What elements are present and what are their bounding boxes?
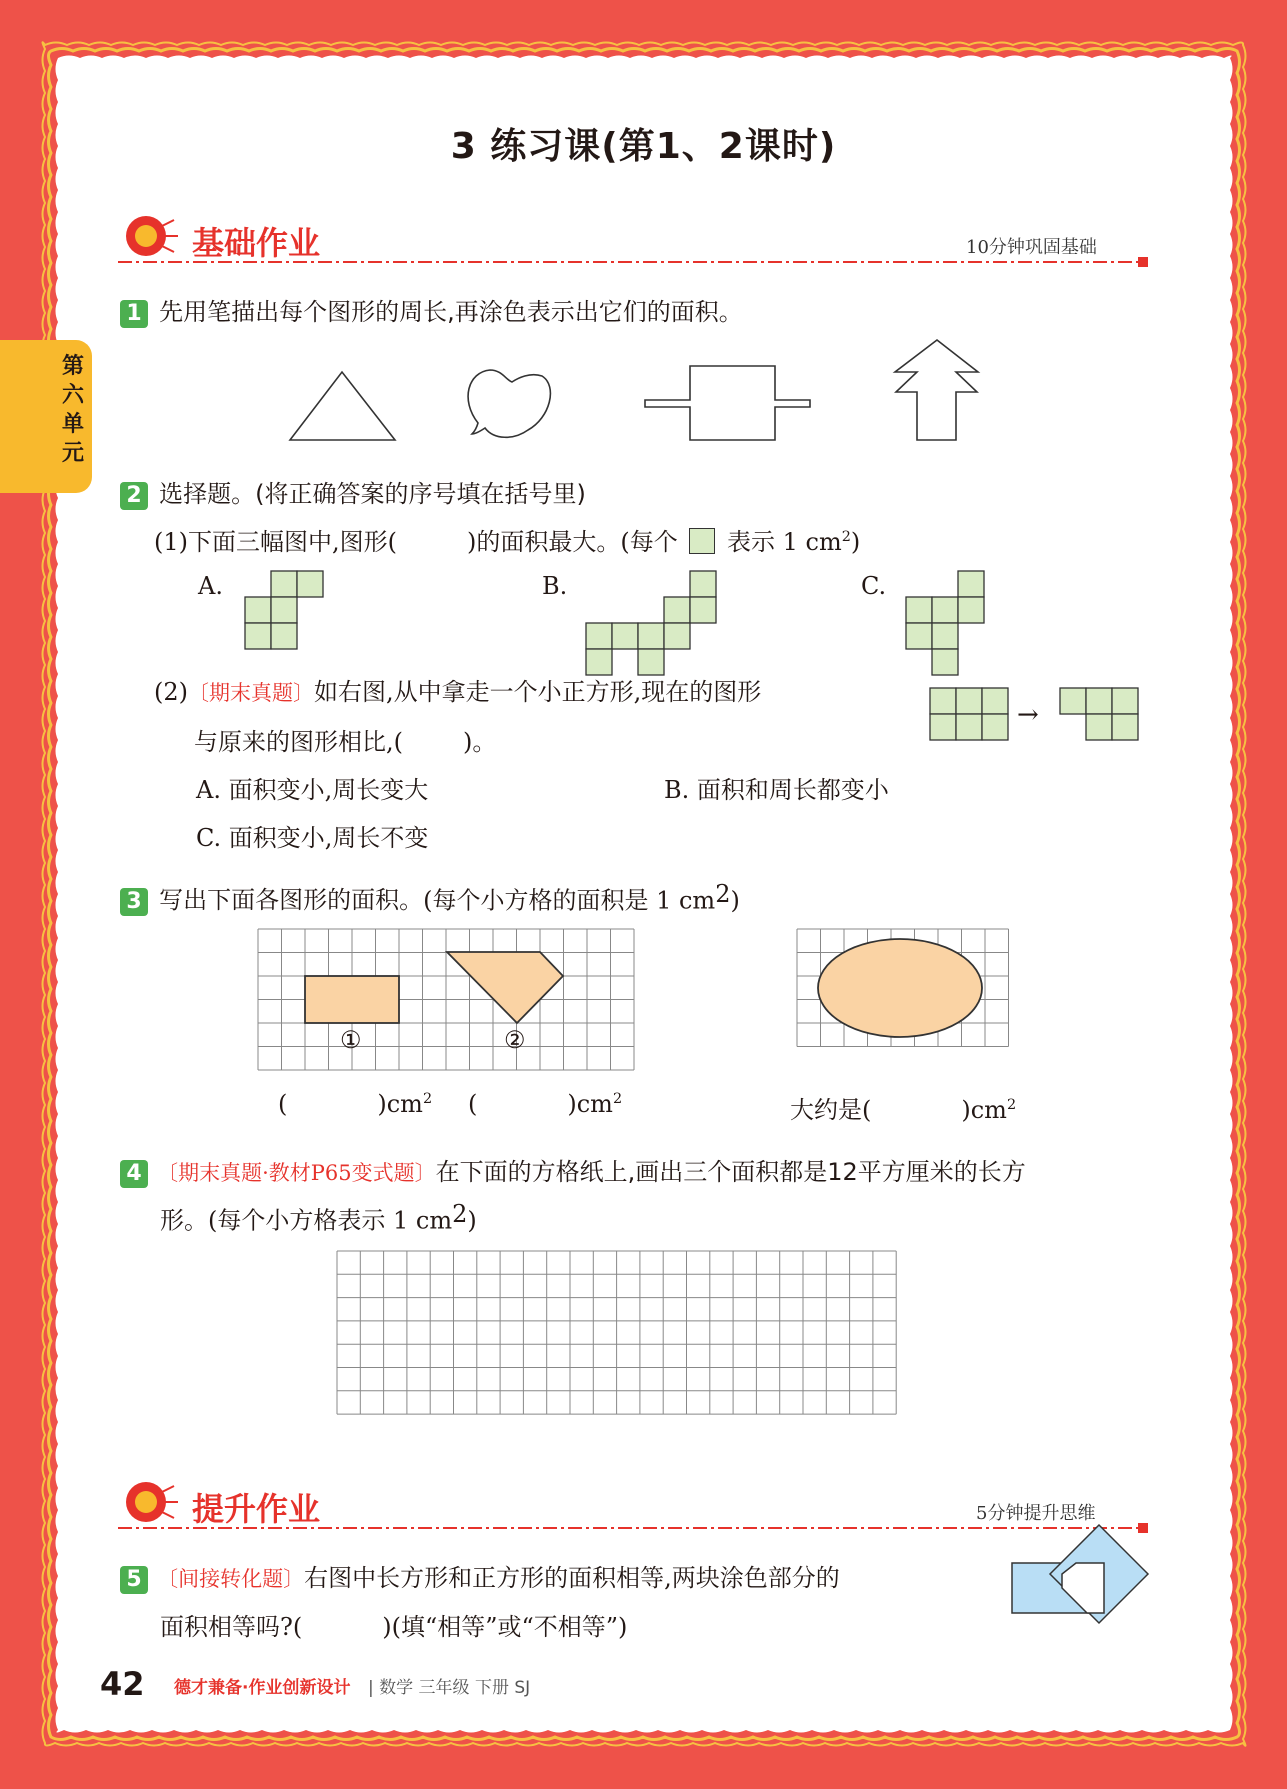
q2-part1-before: (1)下面三幅图中,图形( — [154, 528, 397, 556]
q2-part2-prefix: (2) — [154, 678, 188, 706]
option-c-label: C. — [861, 572, 887, 600]
answer-2-sup: 2 — [612, 1091, 623, 1107]
arrow-icon: → — [1017, 700, 1039, 730]
grid-lines — [337, 1251, 896, 1414]
footer-brand: 德才兼备·作业创新设计 — [174, 1678, 351, 1698]
answer-2-unit: )cm — [567, 1090, 613, 1118]
q4-tag: 〔期末真题·教材P65变式题〕 — [157, 1161, 436, 1185]
unit-tab-label: 第六单元 — [61, 354, 84, 466]
page-number: 42 — [100, 1665, 145, 1703]
q4-line2-text: 形。 — [160, 1206, 208, 1235]
answer-3-unit: )cm — [961, 1096, 1007, 1124]
answer-1-unit: )cm — [377, 1090, 423, 1118]
section-basic-subtitle: 10分钟巩固基础 — [966, 237, 1097, 258]
q3-note-sup: 2 — [715, 880, 731, 908]
answer-2-open: ( — [468, 1090, 478, 1118]
q2-option-a: A. 面积变小,周长变大 — [196, 776, 429, 804]
option-a-label: A. — [198, 572, 223, 600]
q5-line2b: )(填“相等”或“不相等”) — [382, 1613, 628, 1641]
q5-figure — [1010, 1515, 1160, 1650]
section-basic-title: 基础作业 — [192, 224, 321, 262]
q2-part2-line2a: 与原来的图形相比,( — [194, 728, 403, 756]
q5-line2a: 面积相等吗?( — [160, 1613, 303, 1641]
answer-1-open: ( — [278, 1090, 288, 1118]
q5-text: 右图中长方形和正方形的面积相等,两块涂色部分的 — [304, 1564, 840, 1592]
q2-option-b: B. 面积和周长都变小 — [664, 776, 889, 804]
q3-text: 写出下面各图形的面积。 — [159, 886, 424, 915]
q4-note: (每个小方格表示 1 cm — [208, 1206, 453, 1235]
section-advanced-icon — [118, 1474, 180, 1526]
q2-part1-unit-close: ) — [850, 528, 861, 556]
q2-part2-line1: 如右图,从中拿走一个小正方形,现在的图形 — [314, 678, 762, 706]
section-advanced-subtitle: 5分钟提升思维 — [976, 1503, 1096, 1524]
q5-line2 — [160, 1607, 627, 1642]
q1-number: 1 — [120, 300, 148, 328]
shape-2-label: ② — [504, 1026, 526, 1054]
q2-part1-unit-sup: 2 — [841, 529, 851, 545]
q5-line — [120, 1558, 840, 1594]
q3-number: 3 — [120, 888, 148, 916]
answer-3-sup: 2 — [1006, 1097, 1017, 1113]
q2-part1-unit: 表示 1 cm — [727, 528, 842, 556]
answer-1-sup: 2 — [422, 1091, 433, 1107]
section-advanced-title: 提升作业 — [192, 1490, 321, 1528]
section-advanced-divider — [118, 1522, 1158, 1534]
q4-note-sup: 2 — [452, 1200, 468, 1228]
q2-part1-after: )的面积最大。(每个 — [467, 528, 678, 556]
q5-number: 5 — [120, 1566, 148, 1594]
q3-note: (每个小方格的面积是 1 cm — [423, 886, 716, 915]
answer-3-open: 大约是( — [790, 1096, 872, 1124]
q2-part2-tag: 〔期末真题〕 — [188, 681, 314, 705]
q2-text: 选择题。(将正确答案的序号填在括号里) — [159, 480, 586, 508]
shape-1-label: ① — [340, 1026, 362, 1054]
page-title: 3 练习课(第1、2课时) — [450, 126, 837, 167]
q2-option-c: C. 面积变小,周长不变 — [196, 824, 429, 852]
q4-note-close: ) — [467, 1206, 477, 1235]
q2-number: 2 — [120, 482, 148, 510]
q2-part2-line2b: )。 — [463, 728, 497, 756]
q4-text: 在下面的方格纸上,画出三个面积都是12平方厘米的长方 — [435, 1158, 1026, 1186]
q4-number: 4 — [120, 1160, 148, 1188]
q5-tag: 〔间接转化题〕 — [157, 1567, 305, 1591]
q3-note-close: ) — [730, 886, 740, 915]
q1-text: 先用笔描出每个图形的周长,再涂色表示出它们的面积。 — [159, 298, 743, 326]
footer-info: | 数学 三年级 下册 SJ — [368, 1678, 531, 1698]
option-b-label: B. — [542, 572, 568, 600]
